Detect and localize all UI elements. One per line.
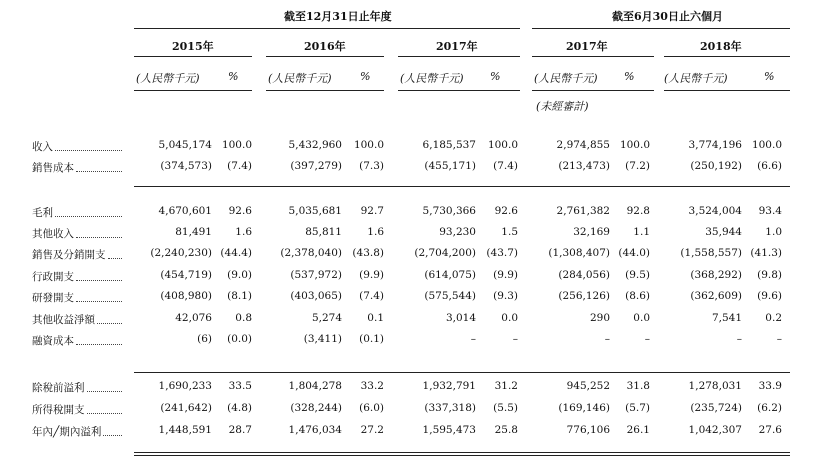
percent-cell: 100.0	[221, 139, 252, 151]
amount-cell: (374,573)	[160, 160, 212, 172]
unit-rule	[664, 90, 790, 91]
percent-cell: (41.3)	[750, 247, 782, 259]
amount-cell: 93,230	[439, 226, 476, 238]
amount-cell: 5,035,681	[288, 205, 342, 217]
amount-cell: (256,126)	[558, 290, 610, 302]
amount-cell: 290	[589, 312, 610, 324]
amount-cell: (362,609)	[690, 290, 742, 302]
unit-rule	[134, 90, 252, 91]
pct-header: %	[360, 70, 371, 83]
amount-cell: 2,974,855	[556, 139, 610, 151]
amount-cell: 1,042,307	[688, 424, 742, 436]
percent-cell: (5.7)	[625, 402, 650, 414]
percent-cell: 31.2	[494, 380, 518, 392]
percent-cell: –	[512, 333, 518, 345]
amount-cell: 1,476,034	[288, 424, 342, 436]
leader-dots	[103, 435, 122, 436]
percent-cell: 0.1	[367, 312, 384, 324]
unit-rule	[266, 90, 384, 91]
percent-cell: 93.4	[758, 205, 782, 217]
amount-cell: 42,076	[175, 312, 212, 324]
row-label: 銷售及分銷開支	[32, 249, 106, 261]
amount-cell: 3,014	[445, 312, 476, 324]
percent-cell: 0.0	[633, 312, 650, 324]
amount-cell: 3,524,004	[688, 205, 742, 217]
pct-header: %	[228, 70, 239, 83]
leader-dots	[76, 280, 122, 281]
percent-cell: 1.6	[367, 226, 384, 238]
amount-cell: 1,278,031	[688, 380, 742, 392]
amount-cell: (3,411)	[303, 333, 342, 345]
percent-cell: (9.8)	[757, 269, 782, 281]
amount-cell: (454,719)	[160, 269, 212, 281]
percent-cell: (7.4)	[227, 160, 252, 172]
row-label: 融資成本	[32, 335, 74, 347]
pct-header: %	[764, 70, 775, 83]
amount-cell: 7,541	[711, 312, 742, 324]
unit-header: (人民幣千元)	[534, 72, 598, 85]
percent-cell: 0.8	[235, 312, 252, 324]
percent-cell: (6.0)	[359, 402, 384, 414]
percent-cell: 100.0	[751, 139, 782, 151]
amount-cell: (455,171)	[424, 160, 476, 172]
amount-cell: (403,065)	[290, 290, 342, 302]
year-rule	[664, 56, 790, 57]
amount-cell: (537,972)	[290, 269, 342, 281]
amount-cell: 1,932,791	[422, 380, 476, 392]
amount-cell: (2,378,040)	[280, 247, 342, 259]
amount-cell: (1,558,557)	[680, 247, 742, 259]
percent-cell: 26.1	[626, 424, 650, 436]
amount-cell: 1,448,591	[158, 424, 212, 436]
total-double-rule	[134, 452, 790, 456]
percent-cell: (0.0)	[227, 333, 252, 345]
group-rule-halfyear	[532, 28, 790, 29]
amount-cell: –	[736, 333, 742, 345]
percent-cell: (5.5)	[493, 402, 518, 414]
pct-header: %	[490, 70, 501, 83]
percent-cell: –	[644, 333, 650, 345]
amount-cell: 5,432,960	[288, 139, 342, 151]
row-label: 研發開支	[32, 292, 74, 304]
percent-cell: 92.6	[228, 205, 252, 217]
row-label: 除稅前溢利	[32, 382, 85, 394]
amount-cell: 5,730,366	[422, 205, 476, 217]
leader-dots	[76, 301, 122, 302]
year-header-2018-h1: 2018年	[700, 40, 742, 53]
percent-cell: (0.1)	[359, 333, 384, 345]
percent-cell: 1.5	[501, 226, 518, 238]
percent-cell: 28.7	[228, 424, 252, 436]
amount-cell: 3,774,196	[688, 139, 742, 151]
leader-dots	[87, 413, 123, 414]
leader-dots	[76, 344, 122, 345]
percent-cell: 100.0	[487, 139, 518, 151]
percent-cell: (44.0)	[618, 247, 650, 259]
row-label: 其他收入	[32, 228, 74, 240]
subtotal-rule-1	[134, 186, 790, 187]
unit-header: (人民幣千元)	[268, 72, 332, 85]
row-label: 收入	[32, 141, 53, 153]
amount-cell: (235,724)	[690, 402, 742, 414]
amount-cell: (169,146)	[558, 402, 610, 414]
subtotal-rule-2	[134, 372, 790, 373]
percent-cell: 1.1	[633, 226, 650, 238]
percent-cell: 92.6	[494, 205, 518, 217]
percent-cell: (9.9)	[359, 269, 384, 281]
percent-cell: 100.0	[619, 139, 650, 151]
amount-cell: 1,595,473	[422, 424, 476, 436]
leader-dots	[87, 391, 123, 392]
percent-cell: (9.3)	[493, 290, 518, 302]
group-header-halfyear: 截至6月30日止六個月	[612, 10, 723, 23]
amount-cell: (213,473)	[558, 160, 610, 172]
amount-cell: 4,670,601	[158, 205, 212, 217]
pct-header: %	[624, 70, 635, 83]
percent-cell: (9.9)	[493, 269, 518, 281]
amount-cell: 32,169	[573, 226, 610, 238]
amount-cell: 776,106	[566, 424, 610, 436]
amount-cell: (241,642)	[160, 402, 212, 414]
percent-cell: 31.8	[626, 380, 650, 392]
amount-cell: 81,491	[175, 226, 212, 238]
amount-cell: –	[470, 333, 476, 345]
row-label: 所得稅開支	[32, 404, 85, 416]
amount-cell: (575,544)	[424, 290, 476, 302]
percent-cell: (7.3)	[359, 160, 384, 172]
percent-cell: 27.2	[360, 424, 384, 436]
amount-cell: (408,980)	[160, 290, 212, 302]
amount-cell: (250,192)	[690, 160, 742, 172]
amount-cell: –	[604, 333, 610, 345]
percent-cell: (7.2)	[625, 160, 650, 172]
percent-cell: (7.4)	[359, 290, 384, 302]
group-header-annual: 截至12月31日止年度	[284, 10, 392, 23]
percent-cell: 33.5	[228, 380, 252, 392]
percent-cell: (8.6)	[625, 290, 650, 302]
amount-cell: 5,045,174	[158, 139, 212, 151]
leader-dots	[108, 258, 123, 259]
leader-dots	[76, 171, 122, 172]
percent-cell: (4.8)	[227, 402, 252, 414]
amount-cell: (368,292)	[690, 269, 742, 281]
amount-cell: (6)	[197, 333, 212, 345]
year-rule	[398, 56, 520, 57]
amount-cell: (2,240,230)	[150, 247, 212, 259]
amount-cell: 35,944	[705, 226, 742, 238]
percent-cell: (44.4)	[220, 247, 252, 259]
amount-cell: (284,056)	[558, 269, 610, 281]
amount-cell: (1,308,407)	[548, 247, 610, 259]
percent-cell: (9.6)	[757, 290, 782, 302]
unit-rule	[532, 90, 654, 91]
leader-dots	[55, 216, 122, 217]
amount-cell: (2,704,200)	[414, 247, 476, 259]
percent-cell: 1.6	[235, 226, 252, 238]
amount-cell: 1,804,278	[288, 380, 342, 392]
amount-cell: (397,279)	[290, 160, 342, 172]
percent-cell: 92.7	[360, 205, 384, 217]
unit-rule	[398, 90, 520, 91]
percent-cell: (9.0)	[227, 269, 252, 281]
year-header-2016: 2016年	[304, 40, 346, 53]
year-header-2017: 2017年	[436, 40, 478, 53]
percent-cell: –	[776, 333, 782, 345]
amount-cell: 1,690,233	[158, 380, 212, 392]
percent-cell: 0.2	[765, 312, 782, 324]
row-label: 行政開支	[32, 271, 74, 283]
amount-cell: 6,185,537	[422, 139, 476, 151]
amount-cell: (328,244)	[290, 402, 342, 414]
amount-cell: 945,252	[566, 380, 610, 392]
percent-cell: 92.8	[626, 205, 650, 217]
year-header-2017-h1: 2017年	[566, 40, 608, 53]
amount-cell: (337,318)	[424, 402, 476, 414]
percent-cell: 100.0	[353, 139, 384, 151]
percent-cell: (8.1)	[227, 290, 252, 302]
leader-dots	[55, 150, 122, 151]
year-rule	[134, 56, 252, 57]
unit-header: (人民幣千元)	[400, 72, 464, 85]
percent-cell: (6.2)	[757, 402, 782, 414]
group-rule-annual	[134, 28, 520, 29]
percent-cell: (43.8)	[352, 247, 384, 259]
year-rule	[266, 56, 384, 57]
leader-dots	[97, 323, 122, 324]
percent-cell: (43.7)	[486, 247, 518, 259]
percent-cell: (7.4)	[493, 160, 518, 172]
percent-cell: (9.5)	[625, 269, 650, 281]
year-rule	[532, 56, 654, 57]
percent-cell: 25.8	[494, 424, 518, 436]
percent-cell: (6.6)	[757, 160, 782, 172]
row-label: 銷售成本	[32, 162, 74, 174]
row-label: 年內╱期內溢利	[32, 426, 102, 438]
percent-cell: 33.2	[360, 380, 384, 392]
unaudited-note: (未經審計)	[536, 100, 589, 113]
percent-cell: 33.9	[758, 380, 782, 392]
amount-cell: 5,274	[311, 312, 342, 324]
percent-cell: 0.0	[501, 312, 518, 324]
unit-header: (人民幣千元)	[664, 72, 728, 85]
row-label: 其他收益淨額	[32, 314, 95, 326]
unit-header: (人民幣千元)	[136, 72, 200, 85]
percent-cell: 27.6	[758, 424, 782, 436]
row-label: 毛利	[32, 207, 53, 219]
year-header-2015: 2015年	[172, 40, 214, 53]
percent-cell: 1.0	[765, 226, 782, 238]
leader-dots	[76, 237, 122, 238]
amount-cell: 2,761,382	[556, 205, 610, 217]
amount-cell: (614,075)	[424, 269, 476, 281]
amount-cell: 85,811	[305, 226, 342, 238]
